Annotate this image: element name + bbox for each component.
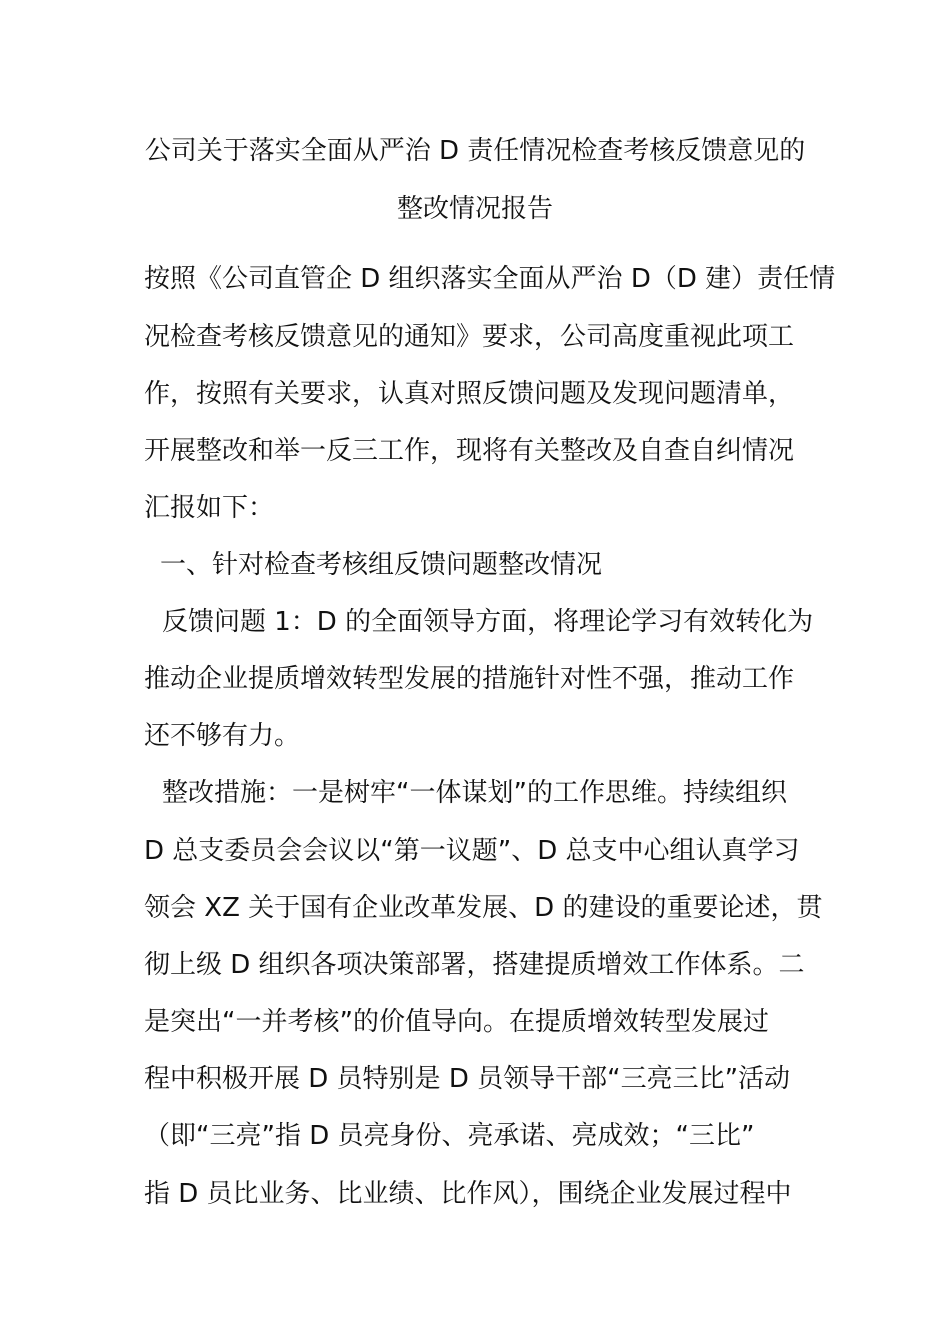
intro-line-1: 按照《公司直管企 D 组织落实全面从严治 D（D 建）责任情: [144, 264, 836, 294]
measures-line-7: （即“三亮”指 D 员亮身份、亮承诺、亮成效；“三比”: [144, 1121, 755, 1151]
measures-line-3: 领会 XZ 关于国有企业改革发展、D 的建设的重要论述，贯: [144, 893, 823, 923]
measures-line-1: 整改措施：一是树牢“一体谋划”的工作思维。持续组织: [162, 778, 787, 808]
intro-line-3: 作，按照有关要求，认真对照反馈问题及发现问题清单，: [144, 379, 795, 409]
intro-line-2: 况检查考核反馈意见的通知》要求，公司高度重视此项工: [144, 322, 795, 352]
document-title-line-1: 公司关于落实全面从严治 D 责任情况检查考核反馈意见的: [144, 136, 806, 166]
intro-line-4: 开展整改和举一反三工作，现将有关整改及自查自纠情况: [144, 436, 795, 466]
issue1-line-3: 还不够有力。: [144, 721, 301, 751]
section-heading-1: 一、针对检查考核组反馈问题整改情况: [160, 550, 603, 580]
measures-line-5: 是突出“一并考核”的价值导向。在提质增效转型发展过: [144, 1007, 769, 1037]
issue1-line-1: 反馈问题 1：D 的全面领导方面，将理论学习有效转化为: [162, 607, 814, 637]
issue1-line-2: 推动企业提质增效转型发展的措施针对性不强，推动工作: [144, 664, 795, 694]
measures-line-8: 指 D 员比业务、比业绩、比作风），围绕企业发展过程中: [144, 1179, 792, 1209]
measures-line-4: 彻上级 D 组织各项决策部署，搭建提质增效工作体系。二: [144, 950, 805, 980]
intro-line-5: 汇报如下：: [144, 493, 275, 523]
measures-line-6: 程中积极开展 D 员特别是 D 员领导干部“三亮三比”活动: [144, 1064, 791, 1094]
measures-line-2: D 总支委员会会议以“第一议题”、D 总支中心组认真学习: [144, 836, 800, 866]
document-title-line-2: 整改情况报告: [396, 194, 553, 224]
